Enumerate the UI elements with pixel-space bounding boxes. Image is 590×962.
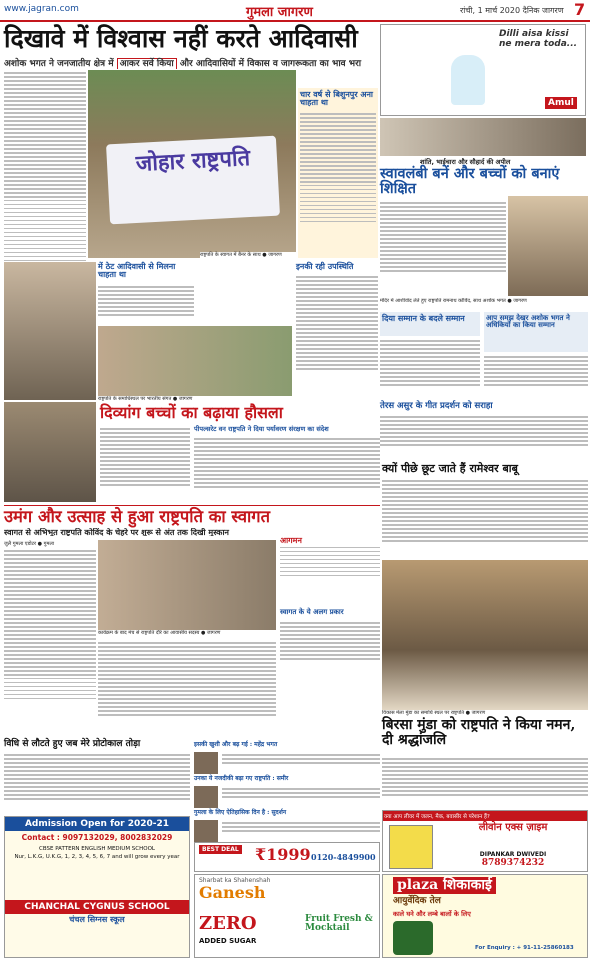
section-rule [4,505,380,506]
right-title-1: दिया सम्मान के बदले सम्मान [380,312,480,336]
temple-photo [508,196,588,296]
quote-3-face [194,820,218,842]
ganesh-ad[interactable] [194,874,380,958]
amul-girl [451,55,485,105]
banner-photo [88,70,296,258]
peace-caption: शांति, भाईचारा और सौहार्द की अपील [420,158,511,166]
right-body-2 [484,354,588,398]
mid-title-2: इनकी रही उपस्थिति [296,261,354,271]
divyang-body [100,426,190,502]
right-title-3: तेरस असुर के गीत प्रदर्शन को सराहा [380,401,493,411]
stage-photo [98,326,292,396]
quote-1-title: इसकी खुशी और बढ़ गई : महेंद्र भगत [194,741,278,748]
section-logo: गुमला जागरण [246,5,313,20]
mid-body-2 [296,274,378,398]
school-ad[interactable] [4,816,190,958]
crowd-photo [4,262,96,400]
lead-subhead-c: और आदिवासियों में विकास व जागरूकता का भाव भरा [179,59,362,69]
dance-photo [382,560,588,710]
liver-box-icon [389,825,433,869]
page-number: 7 [574,0,586,19]
side-story-title: चार वर्ष से बिशुनपुर अना चाहता था [300,89,374,108]
side-story-body [298,109,378,249]
liver-top-line: क्या आप लीवर में जलन, मैक, बवासीर से परेशान हैं? [383,811,587,821]
rameshwar-body [382,478,588,558]
school-phone: Contact : 9097132029, 8002832029 [21,833,173,842]
ganesh-zero: ZERO [199,913,257,934]
right-body-3 [380,414,588,458]
quote-2-title: उनका ये नजदीकी बढ़ा गए राष्ट्रपति : समीर [194,775,289,782]
liver-dealer: DIPANKAR DWIVEDI [479,851,547,858]
aagman-title: आगमन [280,535,302,545]
page-header [0,0,590,22]
side-story [298,88,378,258]
school-classes: Nur, L.K.G, U.K.G, 1, 2, 3, 4, 5, 6, 7 and will grow every year [14,854,180,860]
stage-caption: राष्ट्रपति के समाधिस्थल पर भारतीय संगत ● जागरण [98,396,292,403]
shikakai-enquiry: For Enquiry : + 91-11-25860183 [475,945,574,951]
divyang-photo [4,402,96,502]
quote-3-title: गुमला के लिए ऐतिहासिक दिन है : सुदर्शन [194,809,287,816]
paryavaran-body [194,436,380,502]
aagman-title-2: स्वागत के ये अलग प्रकार [280,607,344,616]
lead-headline: दिखावे में विश्वास नहीं करते आदिवासी [4,24,358,53]
aagman-body [280,544,380,598]
deal-badge: BEST DEAL [199,845,242,854]
umang-subhead: स्वागत से अभिभूत राष्ट्रपति कोविंद के चेहरे पर शुरू से अंत तक दिखी मुस्कान [4,528,229,537]
edition-date: रांची, 1 मार्च 2020 दैनिक जागरण [460,6,564,15]
shikakai-sub: आयुर्वेदिक तेल [393,896,441,906]
quote-1-face [194,752,218,774]
birsa-body [382,756,588,806]
vidhi-headline: विधि से लौटते हुए जब मेरे प्रोटोकाल तोड़ा [4,739,141,749]
banner-text: जोहार राष्ट्रपति [135,144,251,177]
deal-price: ₹1999 [255,845,311,864]
right-body-1 [380,338,480,398]
umang-body [4,548,96,738]
banner-caption: राष्ट्रपति के स्वागत में बैनर के साथ ● जागरण [200,252,296,259]
liver-ad[interactable] [382,810,588,872]
paryavaran-title: पीपल्सरेट वन राष्ट्रपति ने दिया पर्यावरण संरक्षण का संदेश [194,425,329,433]
swav-headline: स्वावलंबी बनें और बच्चों को बनाएं शिक्षित [380,165,560,198]
ganesh-brand: Ganesh [199,883,266,902]
school-name-hindi: चंचल सिग्नस स्कूल [69,915,125,924]
quote-2-face [194,786,218,808]
quote-3-body [222,820,380,840]
amul-ad[interactable] [380,24,586,116]
vidhi-body [4,752,190,812]
shikakai-brand: plaza शिकाकाई [393,877,496,894]
aagman-body-2 [280,620,380,670]
liver-phone: 8789374232 [481,858,545,868]
swav-body [380,200,506,290]
quote-1-body [222,752,380,772]
amul-tagline: Dilli aisa kissi ne mera toda... [499,29,578,49]
right-title-2: आप समझ देखर अशोक भगत ने अधिकियों का किया सम्मान [484,312,588,352]
school-board: CBSE PATTERN ENGLISH MEDIUM SCHOOL [38,846,155,852]
greeting-caption: कार्यक्रम के बाद मंच से राष्ट्रपति दौरे का आवासीय सदस्य ● जागरण [98,630,276,637]
rameshwar-headline: क्यों पीछे छूट जाते हैं रामेश्वर बाबू [382,462,518,475]
ganesh-sugar: ADDED SUGAR [199,937,257,945]
deal-phone: 0120-4849900 [311,852,376,862]
umang-body-2 [98,640,276,736]
ganesh-tag: Sharbat ka Shahenshah [199,877,271,884]
umang-byline: जुलै गुमला एडोटर ● गुमला [4,541,94,547]
shikakai-sub2: काले घने और लम्बे बालों के लिए [393,910,471,918]
quote-2-body [222,786,380,806]
birsa-headline: बिरसा मुंडा को राष्ट्रपति ने किया नमन, दी श्रद्धांजलि [382,717,576,748]
shikakai-bottle [393,921,433,955]
mid-body-1 [98,284,194,324]
school-admission-title: Admission Open for 2020-21 [5,817,189,831]
shikakai-ad[interactable] [382,874,588,958]
lead-subhead [4,56,380,69]
amul-brand: Amul [545,97,577,109]
lead-subhead-a: अशोक भगत ने जनजातीय क्षेत्र में [4,59,114,69]
peace-photo [380,118,586,156]
mid-title-1: में ठेट आदिवासी से मिलना चाहता था [98,261,176,280]
school-name: CHANCHAL CYGNUS SCHOOL [5,900,189,914]
deal-ad[interactable] [194,842,380,872]
lead-subhead-box: आकर सर्वे किया [117,58,177,69]
website-url[interactable]: www.jagran.com [4,4,79,14]
ganesh-fresh: Fruit Fresh & Mocktail [305,914,373,934]
johar-banner [106,136,280,225]
crowd-greeting-photo [98,540,276,630]
dance-caption: विकास मेला मुंडा का समाधि स्थल पर राष्ट्रपति ● जागरण [382,710,588,717]
temple-caption: मंदिर में आशीर्वाद लेते हुए राष्ट्रपति रामनाथ कोविंद, साथ अशोक भगत ● जागरण [380,298,586,305]
umang-headline: उमंग और उत्साह से हुआ राष्ट्रपति का स्वागत [4,507,270,526]
aagman-box [280,536,380,606]
divyang-headline: दिव्यांग बच्चों का बढ़ाया हौसला [100,403,283,422]
liver-brand: लीवोन एक्स ज़ाइम [478,822,548,833]
